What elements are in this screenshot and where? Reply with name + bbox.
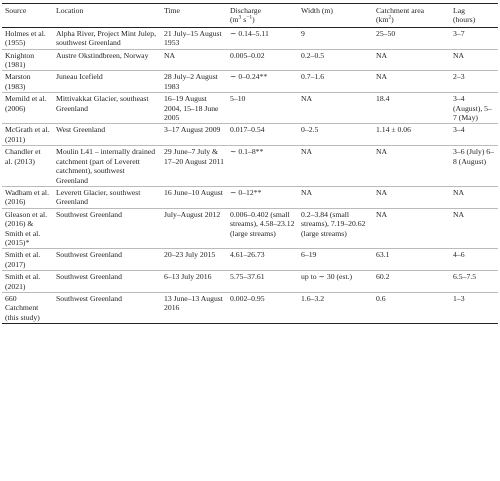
table-row bbox=[2, 186, 498, 208]
cell-width: up to ∼ 30 (est.) bbox=[301, 272, 353, 282]
cell-time: 6–13 July 2016 bbox=[164, 272, 212, 282]
cell-width: 9 bbox=[301, 28, 305, 38]
table-row bbox=[2, 71, 498, 93]
cell-time: 20–23 July 2015 bbox=[164, 250, 216, 260]
header-location: Location bbox=[56, 6, 84, 15]
header-width: Width (m) bbox=[301, 6, 333, 15]
cell-lag: 6.5–7.5 bbox=[453, 272, 477, 282]
cell-location: West Greenland bbox=[56, 125, 106, 135]
cell-discharge: 0.002–0.95 bbox=[230, 293, 265, 303]
cell-catchment: 18.4 bbox=[376, 94, 390, 104]
cell-location: Austre Okstindbreen, Norway bbox=[56, 50, 149, 60]
cell-source: McGrath et al. (2011) bbox=[5, 125, 50, 144]
cell-source: 660 Catchment (this study) bbox=[5, 293, 40, 322]
cell-width: 0–2.5 bbox=[301, 125, 319, 135]
catchment-label: Catchment area bbox=[376, 6, 425, 15]
cell-catchment: 1.14 ± 0.06 bbox=[376, 125, 411, 135]
lag-label: Lag bbox=[453, 6, 465, 15]
cell-lag: 3–7 bbox=[453, 28, 465, 38]
table-row bbox=[2, 146, 498, 187]
discharge-label: Discharge bbox=[230, 6, 262, 15]
cell-catchment: NA bbox=[376, 72, 388, 82]
cell-catchment: 0.6 bbox=[376, 293, 386, 303]
table-row bbox=[2, 93, 498, 124]
cell-catchment: 63.1 bbox=[376, 250, 390, 260]
table-row bbox=[2, 49, 498, 71]
cell-catchment: NA bbox=[376, 209, 388, 219]
cell-discharge: ∼ 0–0.24** bbox=[230, 72, 268, 82]
catchment-unit: $(km^2)$ bbox=[376, 14, 394, 25]
cell-time: 13 June–13 August 2016 bbox=[164, 293, 223, 313]
cell-location: Southwest Greenland bbox=[56, 272, 122, 282]
cell-location: Southwest Greenland bbox=[56, 293, 122, 303]
table-row bbox=[2, 271, 498, 293]
header-source: Source bbox=[5, 6, 27, 15]
cell-lag: 3–6 (July) 6–8 (August) bbox=[453, 147, 494, 166]
discharge-unit: ($m^3$ $s^{-1}$) bbox=[230, 14, 255, 25]
cell-discharge: 0.017–0.54 bbox=[230, 125, 265, 135]
cell-location: Alpha River, Project Mint Julep, southwest Greenland bbox=[56, 28, 157, 48]
cell-time: July–August 2012 bbox=[164, 209, 221, 219]
table-row bbox=[2, 249, 498, 271]
cell-source: Smith et al. (2021) bbox=[5, 272, 41, 291]
cell-source: Smith et al. (2017) bbox=[5, 250, 41, 269]
cell-lag: NA bbox=[453, 209, 465, 219]
header-catchment bbox=[373, 4, 450, 28]
table-row bbox=[2, 124, 498, 146]
cell-time: 16–19 August 2004, 15–18 June 2005 bbox=[164, 94, 219, 123]
cell-width: 0.2–3.84 (small streams), 7.19–20.62 (large streams) bbox=[301, 209, 366, 238]
cell-source: Knighton (1981) bbox=[5, 50, 35, 70]
header-discharge bbox=[227, 4, 298, 28]
cell-time: 21 July–15 August 1953 bbox=[164, 28, 222, 48]
cell-location: Moulin L41 – internally drained catchment (part of Leverett catchment), southwest Greenland bbox=[56, 147, 156, 185]
cell-time: 28 July–2 August 1983 bbox=[164, 72, 218, 91]
cell-time: 3–17 August 2009 bbox=[164, 125, 221, 135]
cell-width: 6–19 bbox=[301, 250, 317, 260]
cell-source: Wadham et al. (2016) bbox=[5, 187, 49, 207]
cell-source: Chandler et al. (2013) bbox=[5, 147, 41, 166]
header-time: Time bbox=[164, 6, 180, 15]
cell-location: Southwest Greenland bbox=[56, 209, 122, 219]
cell-time: 16 June–10 August bbox=[164, 187, 223, 197]
header-lag bbox=[450, 4, 498, 28]
table-row bbox=[2, 292, 498, 323]
cell-catchment: 25–50 bbox=[376, 28, 396, 38]
cell-catchment: NA bbox=[376, 187, 388, 197]
cell-source: Marston (1983) bbox=[5, 72, 31, 91]
cell-location: Leverett Glacier, southwest Greenland bbox=[56, 187, 141, 207]
cell-lag: 3–4 bbox=[453, 125, 465, 135]
cell-discharge: 0.006–0.402 (small streams), 4.58–23.12 (large streams) bbox=[230, 209, 295, 238]
cell-source: Mernild et al. (2006) bbox=[5, 94, 47, 113]
cell-lag: 2–3 bbox=[453, 72, 465, 82]
cell-discharge: 5–10 bbox=[230, 94, 246, 104]
comparison-table bbox=[2, 3, 498, 324]
cell-width: 0.7–1.6 bbox=[301, 72, 325, 82]
cell-discharge: 5.75–37.61 bbox=[230, 272, 265, 282]
cell-lag: 3–4 (August), 5–7 (May) bbox=[453, 94, 492, 123]
cell-discharge: 4.61–26.73 bbox=[230, 250, 265, 260]
cell-width: NA bbox=[301, 147, 313, 157]
cell-location: Mittivakkat Glacier, southeast Greenland bbox=[56, 94, 149, 113]
cell-source: Holmes et al. (1955) bbox=[5, 28, 46, 48]
cell-catchment: NA bbox=[376, 50, 388, 60]
cell-lag: 4–6 bbox=[453, 250, 465, 260]
cell-lag: NA bbox=[453, 50, 465, 60]
lag-unit: (hours) bbox=[453, 15, 476, 25]
cell-catchment: 60.2 bbox=[376, 272, 390, 282]
cell-width: NA bbox=[301, 187, 313, 197]
table-row bbox=[2, 27, 498, 49]
table-row bbox=[2, 208, 498, 249]
cell-width: NA bbox=[301, 94, 313, 104]
cell-time: NA bbox=[164, 50, 176, 60]
cell-discharge: ∼ 0–12** bbox=[230, 187, 262, 197]
cell-discharge: ∼ 0.1–8** bbox=[230, 147, 264, 157]
cell-lag: NA bbox=[453, 187, 465, 197]
cell-location: Southwest Greenland bbox=[56, 250, 122, 260]
cell-discharge: 0.005–0.02 bbox=[230, 50, 265, 60]
cell-width: 0.2–0.5 bbox=[301, 50, 325, 60]
cell-catchment: NA bbox=[376, 147, 388, 157]
cell-source: Gleason et al. (2016) & Smith et al. (2015)* bbox=[5, 209, 48, 247]
cell-discharge: ∼ 0.14–5.11 bbox=[230, 28, 269, 38]
header-row bbox=[2, 4, 498, 28]
cell-lag: 1–3 bbox=[453, 293, 465, 303]
cell-time: 29 June–7 July & 17–20 August 2011 bbox=[164, 147, 224, 166]
cell-location: Juneau Icefield bbox=[56, 72, 103, 82]
cell-width: 1.6–3.2 bbox=[301, 293, 325, 303]
